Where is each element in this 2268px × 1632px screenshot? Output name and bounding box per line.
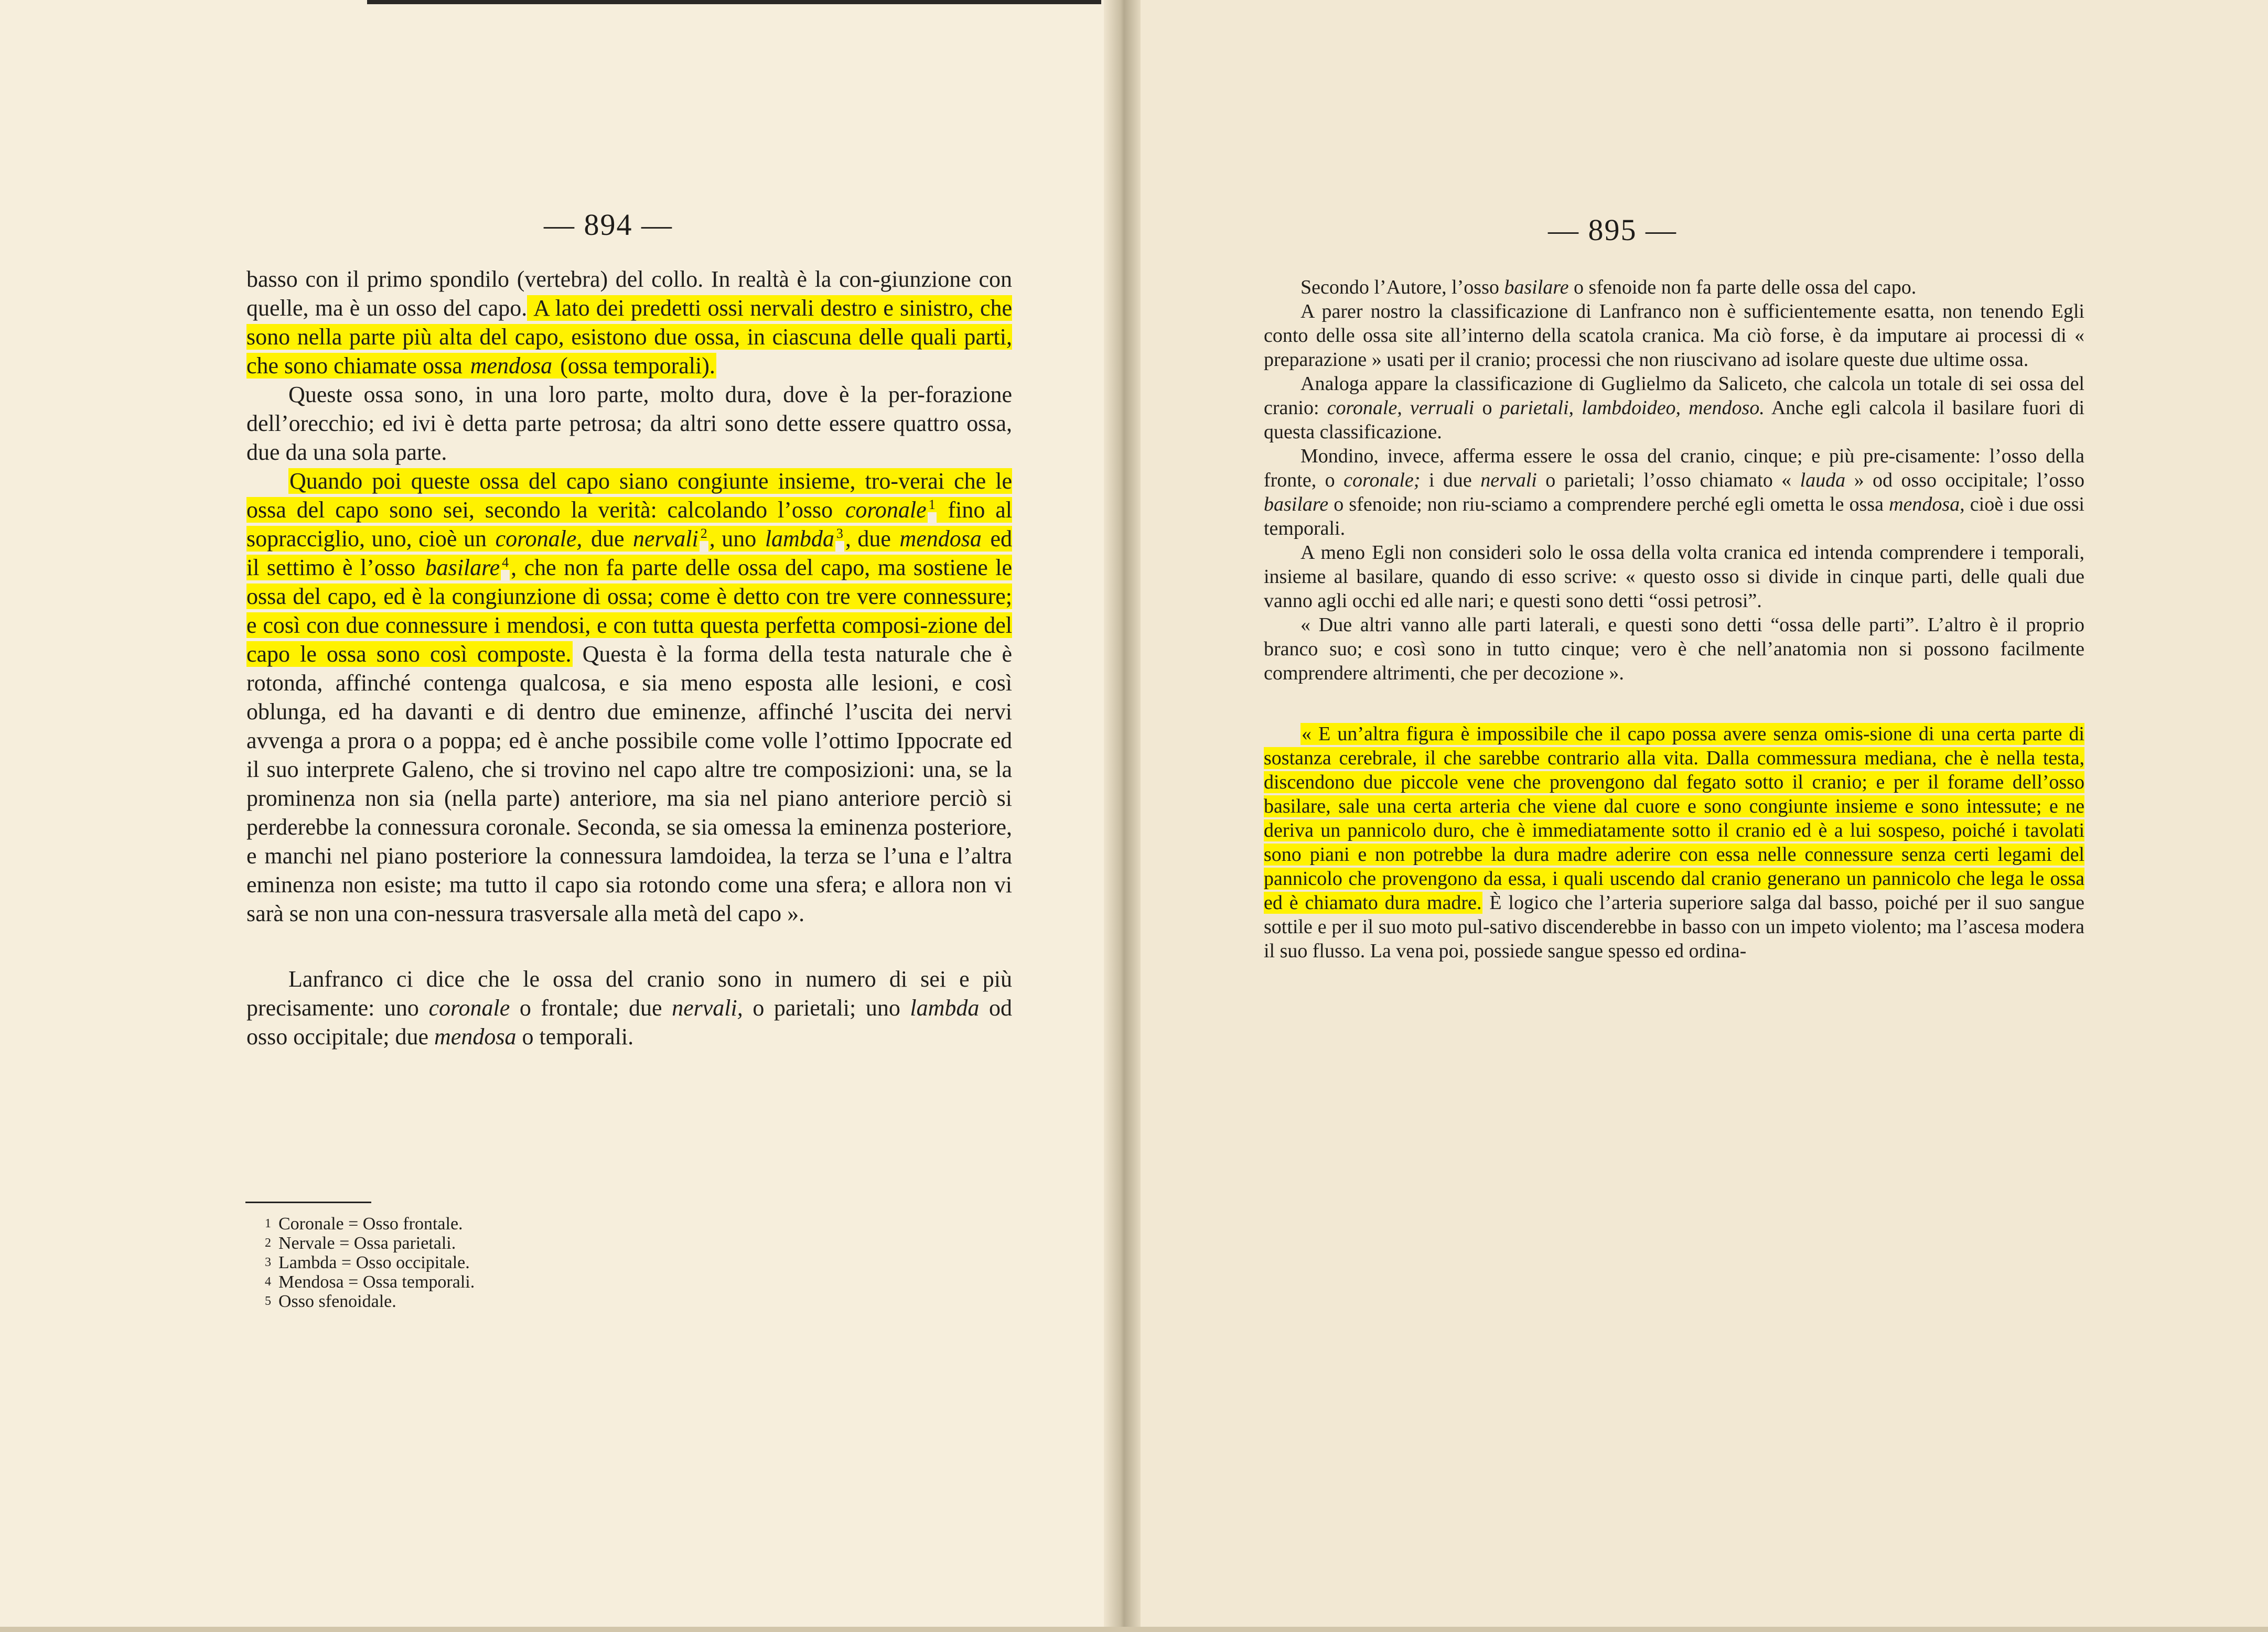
highlighted-text: A lato dei predetti ossi nervali destro e sinistro, che sono nella parte più alta del capo, esistono due ossa, in ciascuna delle quali parti, che sono chiamate ossa xyxy=(246,295,1013,379)
highlighted-text: mendosa xyxy=(899,526,982,552)
text-run: o frontale; due xyxy=(510,995,672,1021)
book-gutter xyxy=(1104,0,1141,1632)
text-run: basilare xyxy=(1264,493,1329,515)
paragraph xyxy=(246,265,1012,380)
paragraph xyxy=(1264,444,2084,541)
text-run: Mondino, invece, afferma essere le ossa del cranio, cinque; e più pre-cisamente: l’osso della fronte, o xyxy=(1264,445,2084,491)
footnote-rule xyxy=(245,1202,371,1203)
footnotes xyxy=(265,1214,475,1311)
highlighted-text: (ossa temporali). xyxy=(554,353,715,379)
footnote-ref: 4 xyxy=(502,555,509,570)
paragraph xyxy=(1264,613,2084,685)
text-run: lauda xyxy=(1800,469,1846,491)
highlighted-text: , uno xyxy=(709,526,763,552)
footnote-text: Osso sfenoidale. xyxy=(278,1292,396,1311)
highlighted-text: nervali xyxy=(633,526,698,552)
footnote-number: 4 xyxy=(265,1275,271,1289)
text-run: Anche egli calcola il basilare fuori di questa classificazione. xyxy=(1264,397,2085,443)
page-number-895: — 895 — xyxy=(1548,213,1677,247)
text-run: o parietali; l’osso chiamato « xyxy=(1536,469,1800,491)
highlighted-text: fino al sopracciglio, uno, cioè un xyxy=(246,497,1012,552)
footnote xyxy=(265,1214,475,1234)
text-run: mendosa, xyxy=(1889,493,1965,515)
highlighted-text: ed il settimo è l’osso xyxy=(246,526,1013,580)
paragraph xyxy=(1264,275,2084,299)
highlighted-text: due xyxy=(584,526,631,552)
text-run: » od osso occipitale; l’osso xyxy=(1845,469,2084,491)
paragraph xyxy=(1264,299,2084,372)
footnote-number: 1 xyxy=(265,1217,271,1230)
highlighted-text: , due xyxy=(845,526,898,552)
footnote-text: Nervale = Ossa parietali. xyxy=(278,1234,456,1253)
footnote xyxy=(265,1292,475,1311)
footnote xyxy=(265,1234,475,1253)
text-run: i due xyxy=(1420,469,1481,491)
footnote xyxy=(265,1272,475,1292)
highlighted-text: lambda xyxy=(765,526,834,552)
text-run: lambda xyxy=(910,995,980,1021)
text-run: A meno Egli non consideri solo le ossa della volta cranica ed intenda comprendere i temporali, insieme al basilare, quando di esso scrive: « questo osso si divide in cinque parti, delle quali due vanno agli occhi ed alle nari; e questi sono detti “ossi petrosi”. xyxy=(1264,542,2084,612)
text-run: coronale; xyxy=(1343,469,1421,491)
paragraph xyxy=(1264,722,2084,963)
paragraph xyxy=(246,467,1012,928)
text-run: mendosa xyxy=(434,1024,517,1050)
text-run: o sfenoide non fa parte delle ossa del capo. xyxy=(1568,276,1917,298)
highlighted-text: Quando poi queste ossa del capo siano congiunte insieme, tro-verai che le ossa del capo sono sei, secondo la verità: calcolando l’osso xyxy=(246,468,1012,523)
text-run: o xyxy=(1474,397,1500,419)
highlighted-text: « E un’altra figura è impossibile che il capo possa avere senza omis-sione di una certa parte di sostanza cerebrale, il che sarebbe contrario alla vita. Dalla commessura mediana, che è nella testa, discendono due piccole vene che provengono dal fegato sotto il cranio; e per il forame dell’osso basilare, sale una certa arteria che viene dal cuore e sono congiunte insieme e sono intessute; e ne deriva un pannicolo duro, che è immediatamente sotto il cranio ed è a lui sospeso, poiché i tavolati sono piani e non potrebbe la dura madre aderire con essa nelle connessure senza certi legami del pannicolo che provengono da essa, i quali uscendo dal cranio generano un pannicolo che lega le ossa ed è chiamato dura madre. xyxy=(1264,723,2084,914)
text-run: o sfenoide; non riu-sciamo a comprendere perché egli ometta le ossa xyxy=(1328,493,1889,515)
text-run: È logico che l’arteria superiore salga dal basso, poiché per il suo sangue sottile e per il suo moto pul-sativo discenderebbe in basso con un impeto violento; ma l’ascesa modera il suo flusso. La vena poi, possiede sangue spesso ed ordina- xyxy=(1264,892,2084,962)
text-run: Queste ossa sono, in una loro parte, molto dura, dove è la per-forazione dell’orecchio; ed ivi è detta parte petrosa; da altri sono dette essere quattro ossa, due da una sola parte. xyxy=(246,382,1012,465)
left-page-body xyxy=(246,265,1012,1051)
highlighted-text: mendosa xyxy=(470,353,553,379)
paragraph xyxy=(246,380,1012,467)
footnote-number: 3 xyxy=(265,1256,271,1269)
scan-top-edge xyxy=(367,0,1101,4)
footnote-number: 5 xyxy=(265,1294,271,1308)
text-run: o temporali. xyxy=(516,1024,634,1050)
highlighted-text: , che non fa parte delle ossa del capo, ma sostiene le ossa del capo, ed è la congiunzione di ossa; come è detto con tre vere connessure; e così con due connessure i mendosi, e con tutta questa perfetta composi-zione del capo le ossa sono così composte. xyxy=(246,555,1012,667)
footnote-ref: 1 xyxy=(928,497,936,513)
paragraph xyxy=(1264,372,2084,444)
text-run: basso con il primo spondilo (vertebra) del collo. In realtà è la con-giunzione con quelle, ma è un osso del capo. xyxy=(246,266,1012,321)
text-run: o parietali; uno xyxy=(743,995,910,1021)
paragraph xyxy=(1264,541,2084,613)
text-run: « Due altri vanno alle parti laterali, e questi sono detti “ossa delle parti”. L’altro è il proprio branco suo; e così sono in tutto cinque; vero è che nell’anatomia non si possono facilmente comprendere altrimenti, che per decozione ». xyxy=(1264,614,2084,684)
footnote-text: Mendosa = Ossa temporali. xyxy=(278,1272,475,1292)
highlighted-text: basilare xyxy=(425,555,500,580)
footnote-ref: 3 xyxy=(836,526,843,542)
text-run: Lanfranco ci dice che le ossa del cranio sono in numero di sei e più precisamente: uno xyxy=(246,966,1012,1021)
footnote-ref: 2 xyxy=(700,526,707,542)
text-run: Analoga appare la classificazione di Guglielmo da Saliceto, che calcola un totale di sei ossa del cranio: xyxy=(1264,373,2084,419)
text-run: coronale xyxy=(428,995,510,1021)
left-page xyxy=(0,0,1122,1632)
text-run: od osso occipitale; due xyxy=(246,995,1012,1050)
section-gap xyxy=(246,928,1012,965)
text-run: Secondo l’Autore, l’osso xyxy=(1300,276,1504,298)
highlighted-text: coronale, xyxy=(495,526,583,552)
text-run: nervali, xyxy=(672,995,743,1021)
highlighted-text: coronale xyxy=(845,497,927,523)
footnote xyxy=(265,1253,475,1272)
text-run: Questa è la forma della testa naturale che è rotonda, affinché contenga qualcosa, e sia meno esposta alle lesioni, e così oblunga, ed ha davanti e di dentro due eminenze, affinché l’uscita dei nervi avvenga a prora o a poppa; ed è anche possibile come volle l’ottimo Ippocrate ed il suo interprete Galeno, che si trovino nel capo altre tre composizioni: una, se la prominenza non sia (nella parte) anteriore, ma sia nel piano anteriore perciò si perderebbe la connessura coronale. Seconda, se sia omessa la eminenza posteriore, e manchi nel piano posteriore la connessura lamdoidea, la terza se l’una e l’altra eminenza non esiste; ma tutto il capo sia rotondo come una sfera; e allora non vi sarà se non una con-nessura trasversale alla metà del capo ». xyxy=(246,641,1012,926)
text-run: basilare xyxy=(1504,276,1569,298)
text-run: coronale, verruali xyxy=(1327,397,1475,419)
text-run: cioè i due ossi temporali. xyxy=(1264,493,2084,539)
text-run: nervali xyxy=(1480,469,1537,491)
footnote-text: Lambda = Osso occipitale. xyxy=(278,1253,470,1272)
scan-bottom-edge xyxy=(0,1627,2268,1632)
page-number-894: — 894 — xyxy=(544,208,673,242)
section-gap xyxy=(1264,685,2084,722)
right-page-body xyxy=(1264,275,2084,963)
text-run: parietali, lambdoideo, mendoso. xyxy=(1500,397,1765,419)
right-page xyxy=(1122,0,2268,1632)
footnote-number: 2 xyxy=(265,1236,271,1250)
paragraph xyxy=(246,965,1012,1051)
footnote-text: Coronale = Osso frontale. xyxy=(278,1214,463,1234)
text-run: A parer nostro la classificazione di Lanfranco non è sufficientemente esatta, non tenendo Egli conto delle ossa site all’interno della scatola cranica. Ma ciò forse, è da imputare ai processi di « preparazione » usati per il cranio; processi che non riuscivano ad isolare queste due ultime ossa. xyxy=(1264,300,2084,371)
